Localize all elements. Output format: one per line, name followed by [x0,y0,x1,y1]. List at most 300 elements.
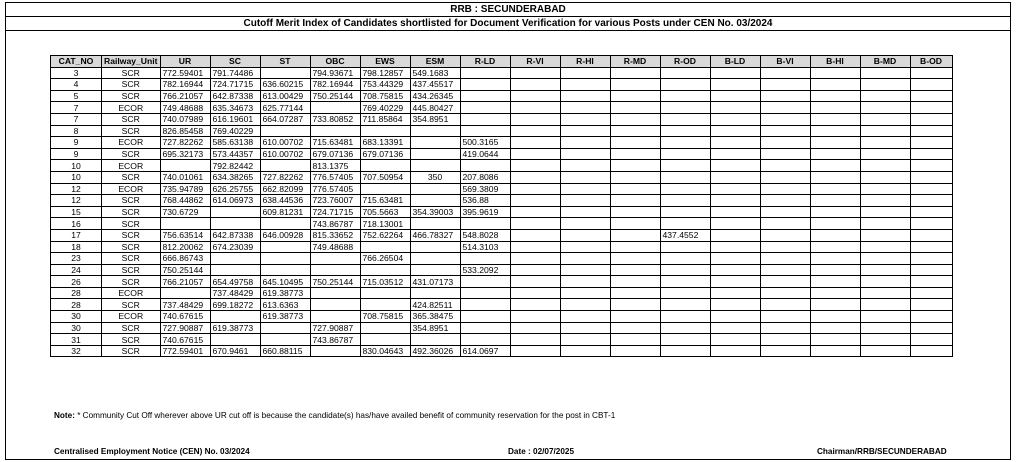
table-cell [460,322,510,334]
table-cell [510,171,560,183]
table-cell [910,148,952,160]
table-cell: 15 [51,206,102,218]
table-cell: 662.82099 [260,183,310,195]
table-row [51,264,953,276]
table-cell: 16 [51,218,102,230]
table-cell: 766.26504 [360,253,410,265]
table-cell [860,148,910,160]
table-cell: 727.82262 [160,137,210,149]
table-cell [810,160,860,172]
table-cell [810,322,860,334]
table-cell: SCR [102,195,161,207]
table-cell: 642.87338 [210,90,260,102]
table-cell [410,195,460,207]
table-cell: 419.0644 [460,148,510,160]
table-cell: SCR [102,171,161,183]
table-cell: SCR [102,334,161,346]
table-cell [910,102,952,114]
table-cell [610,253,660,265]
table-cell: 766.21057 [160,90,210,102]
column-header: OBC [310,56,360,68]
table-cell: 569.3809 [460,183,510,195]
table-cell: 666.86743 [160,253,210,265]
table-cell [510,218,560,230]
table-row [51,171,953,183]
note-label: Note: [54,411,75,420]
table-cell [560,79,610,91]
table-cell: 619.38773 [210,322,260,334]
table-row [51,287,953,299]
table-cell [660,299,710,311]
table-cell [560,299,610,311]
column-header: B-OD [910,56,952,68]
table-cell: 548.8028 [460,229,510,241]
cutoff-table [50,55,953,357]
table-cell [560,345,610,357]
table-row [51,148,953,160]
table-cell [710,253,760,265]
table-cell [660,253,710,265]
table-cell [910,125,952,137]
table-cell [410,241,460,253]
table-cell [510,241,560,253]
table-cell: 733.80852 [310,113,360,125]
table-cell [860,334,910,346]
table-cell [910,79,952,91]
table-cell [810,264,860,276]
table-cell [460,334,510,346]
column-header: SC [210,56,260,68]
table-cell: 718.13001 [360,218,410,230]
table-cell [760,287,810,299]
table-cell: 514.3103 [460,241,510,253]
table-cell [660,137,710,149]
table-row [51,113,953,125]
table-cell [660,322,710,334]
table-cell [910,345,952,357]
table-cell [510,90,560,102]
table-cell [860,322,910,334]
table-cell [610,345,660,357]
document-subtitle: Cutoff Merit Index of Candidates shortlisted for Document Verification for various Posts under CEN No. 03/2024 [6,17,1010,31]
table-cell: 830.04643 [360,345,410,357]
table-cell [560,125,610,137]
table-cell: 791.74486 [210,67,260,79]
table-cell: 365.38475 [410,311,460,323]
table-cell [810,276,860,288]
table-cell: 743.86787 [310,334,360,346]
table-cell [660,79,710,91]
table-cell: 500.3165 [460,137,510,149]
table-cell [510,183,560,195]
table-cell: 636.60215 [260,79,310,91]
table-cell [760,241,810,253]
table-cell: 815.33652 [310,229,360,241]
table-cell: 826.85458 [160,125,210,137]
table-cell [510,102,560,114]
table-cell [660,276,710,288]
table-cell: 708.75815 [360,311,410,323]
table-row [51,229,953,241]
table-cell: 354.8951 [410,113,460,125]
table-cell [610,195,660,207]
table-cell [560,276,610,288]
table-cell [610,160,660,172]
table-cell: 610.00702 [260,148,310,160]
table-cell [410,148,460,160]
column-header: B-HI [810,56,860,68]
table-cell [710,206,760,218]
table-row [51,218,953,230]
table-row [51,322,953,334]
table-cell: 660.88115 [260,345,310,357]
table-cell [510,253,560,265]
table-cell [560,137,610,149]
table-cell [560,160,610,172]
table-cell [610,79,660,91]
table-cell [760,113,810,125]
table-cell [360,334,410,346]
table-cell [560,67,610,79]
table-cell: 707.50954 [360,171,410,183]
table-cell [810,229,860,241]
table-cell [660,125,710,137]
table-cell: 9 [51,148,102,160]
table-cell: SCR [102,345,161,357]
table-cell [360,183,410,195]
table-cell [660,183,710,195]
table-cell: 437.45517 [410,79,460,91]
table-cell [760,148,810,160]
table-cell [810,102,860,114]
table-cell [510,276,560,288]
table-cell [310,253,360,265]
column-header: Railway_Unit [102,56,161,68]
table-cell [710,148,760,160]
table-cell [560,264,610,276]
table-cell: 610.00702 [260,137,310,149]
table-cell [810,345,860,357]
table-cell [860,218,910,230]
table-cell [610,299,660,311]
table-cell [710,171,760,183]
table-cell [760,345,810,357]
table-cell [610,148,660,160]
table-cell: 4 [51,79,102,91]
table-cell: 3 [51,67,102,79]
table-cell: 750.25144 [160,264,210,276]
table-cell: 466.78327 [410,229,460,241]
note-text: * Community Cut Off wherever above UR cut off is because the candidate(s) has/have availed benefit of community reservation for the post in CBT-1 [74,411,616,420]
table-cell: 727.90887 [160,322,210,334]
table-cell: 699.18272 [210,299,260,311]
table-cell: 654.49758 [210,276,260,288]
table-cell [860,137,910,149]
table-row [51,102,953,114]
table-cell [510,311,560,323]
table-cell [760,102,810,114]
table-cell: 32 [51,345,102,357]
table-cell [510,264,560,276]
table-cell: 730.6729 [160,206,210,218]
table-cell [910,276,952,288]
table-cell [260,160,310,172]
table-cell: 794.93671 [310,67,360,79]
table-cell [560,195,610,207]
table-cell [510,79,560,91]
table-cell [560,229,610,241]
table-cell: 772.59401 [160,345,210,357]
table-cell [710,241,760,253]
table-cell: 715.03512 [360,276,410,288]
column-header: R-OD [660,56,710,68]
table-cell: 492.36026 [410,345,460,357]
table-cell [610,171,660,183]
table-row [51,79,953,91]
table-cell: 768.44862 [160,195,210,207]
table-cell: 715.63481 [360,195,410,207]
table-cell [710,299,760,311]
table-cell [760,183,810,195]
table-cell [760,218,810,230]
table-cell: SCR [102,264,161,276]
table-cell [710,90,760,102]
table-cell [610,113,660,125]
table-cell [810,67,860,79]
table-cell: 723.76007 [310,195,360,207]
table-cell [460,125,510,137]
table-cell: 679.07136 [310,148,360,160]
table-cell [860,67,910,79]
table-cell [660,206,710,218]
table-cell: 674.23039 [210,241,260,253]
table-cell: SCR [102,218,161,230]
table-cell: 207.8086 [460,171,510,183]
table-cell: 740.07989 [160,113,210,125]
table-cell [910,322,952,334]
table-cell: 7 [51,102,102,114]
table-cell [510,148,560,160]
table-cell: SCR [102,322,161,334]
column-header: R-LD [460,56,510,68]
table-cell [260,241,310,253]
footer-signatory: Chairman/RRB/SECUNDERABAD [817,447,947,456]
table-cell [910,171,952,183]
table-cell: 10 [51,160,102,172]
table-cell [310,345,360,357]
table-cell: 772.59401 [160,67,210,79]
table-cell [660,264,710,276]
table-cell [360,287,410,299]
table-cell: 434.26345 [410,90,460,102]
table-cell [710,79,760,91]
table-cell: 749.48688 [160,102,210,114]
table-cell [910,160,952,172]
table-cell [560,171,610,183]
column-header: UR [160,56,210,68]
table-cell [760,311,810,323]
table-cell: 743.86787 [310,218,360,230]
table-cell: 24 [51,264,102,276]
table-cell [460,102,510,114]
table-cell: 609.81231 [260,206,310,218]
table-cell: 705.5663 [360,206,410,218]
table-cell [460,253,510,265]
table-cell [810,334,860,346]
table-cell [510,287,560,299]
table-cell [910,67,952,79]
table-cell [510,113,560,125]
table-cell [610,322,660,334]
table-cell [560,148,610,160]
table-cell: 776.57405 [310,171,360,183]
table-cell [860,125,910,137]
table-cell [710,322,760,334]
table-cell: 749.48688 [310,241,360,253]
table-cell [210,253,260,265]
table-cell: 10 [51,171,102,183]
table-cell [910,311,952,323]
table-row [51,334,953,346]
table-cell [560,206,610,218]
table-cell: 708.75815 [360,90,410,102]
table-cell [910,229,952,241]
table-cell: 350 [410,171,460,183]
table-cell [910,137,952,149]
table-cell: SCR [102,253,161,265]
table-cell [260,253,310,265]
table-cell [210,264,260,276]
table-cell: 782.16944 [160,79,210,91]
table-row [51,125,953,137]
table-cell [710,195,760,207]
table-cell [160,218,210,230]
table-cell [460,287,510,299]
table-cell: 737.48429 [160,299,210,311]
table-cell [860,287,910,299]
table-cell: 12 [51,183,102,195]
table-cell [760,264,810,276]
table-cell [510,299,560,311]
table-cell [860,345,910,357]
table-cell [860,79,910,91]
table-cell [560,334,610,346]
column-header: ESM [410,56,460,68]
column-header: B-MD [860,56,910,68]
table-header-row [51,56,953,68]
table-cell: 782.16944 [310,79,360,91]
table-cell [810,218,860,230]
table-cell: 613.00429 [260,90,310,102]
table-cell [360,241,410,253]
table-cell [710,229,760,241]
table-cell [710,125,760,137]
table-cell [660,171,710,183]
table-cell: 634.38265 [210,171,260,183]
table-cell: 536.88 [460,195,510,207]
table-cell [760,79,810,91]
table-cell [860,183,910,195]
column-header: CAT_NO [51,56,102,68]
table-cell: 31 [51,334,102,346]
table-cell [860,90,910,102]
table-cell [910,264,952,276]
table-cell: SCR [102,276,161,288]
table-cell [710,287,760,299]
table-cell [660,67,710,79]
table-row [51,276,953,288]
table-cell [560,90,610,102]
table-cell: ECOR [102,183,161,195]
table-cell: 7 [51,113,102,125]
table-cell: 8 [51,125,102,137]
table-cell: 30 [51,322,102,334]
table-cell [660,102,710,114]
table-cell: 354.8951 [410,322,460,334]
table-cell: SCR [102,113,161,125]
table-cell [910,183,952,195]
table-row [51,345,953,357]
table-cell [760,299,810,311]
table-cell [710,264,760,276]
footer-date: Date : 02/07/2025 [508,447,574,456]
table-cell [260,125,310,137]
table-cell [660,113,710,125]
table-cell: 670.9461 [210,345,260,357]
table-cell: 715.63481 [310,137,360,149]
table-cell [160,160,210,172]
table-cell [460,113,510,125]
table-cell [760,253,810,265]
table-cell: ECOR [102,287,161,299]
table-cell [560,102,610,114]
table-cell [610,287,660,299]
table-cell: 646.00928 [260,229,310,241]
table-cell [510,229,560,241]
table-cell: 573.44357 [210,148,260,160]
table-cell [460,79,510,91]
table-cell [710,113,760,125]
table-cell [710,160,760,172]
table-cell [760,67,810,79]
table-cell: 711.85864 [360,113,410,125]
table-cell: 12 [51,195,102,207]
table-cell [610,102,660,114]
table-cell [410,264,460,276]
table-row [51,67,953,79]
table-cell [310,125,360,137]
table-cell: SCR [102,148,161,160]
table-cell [210,311,260,323]
table-cell: 619.38773 [260,287,310,299]
table-cell [310,299,360,311]
table-cell [660,195,710,207]
table-cell [310,102,360,114]
table-cell: 750.25144 [310,90,360,102]
table-cell [610,334,660,346]
table-cell: 812.20062 [160,241,210,253]
table-cell [410,125,460,137]
table-cell [260,334,310,346]
table-cell [210,206,260,218]
table-cell: 5 [51,90,102,102]
table-cell: 724.71715 [210,79,260,91]
table-cell: 776.57405 [310,183,360,195]
table-cell [560,253,610,265]
table-cell [510,322,560,334]
table-cell: 727.90887 [310,322,360,334]
table-cell [310,311,360,323]
